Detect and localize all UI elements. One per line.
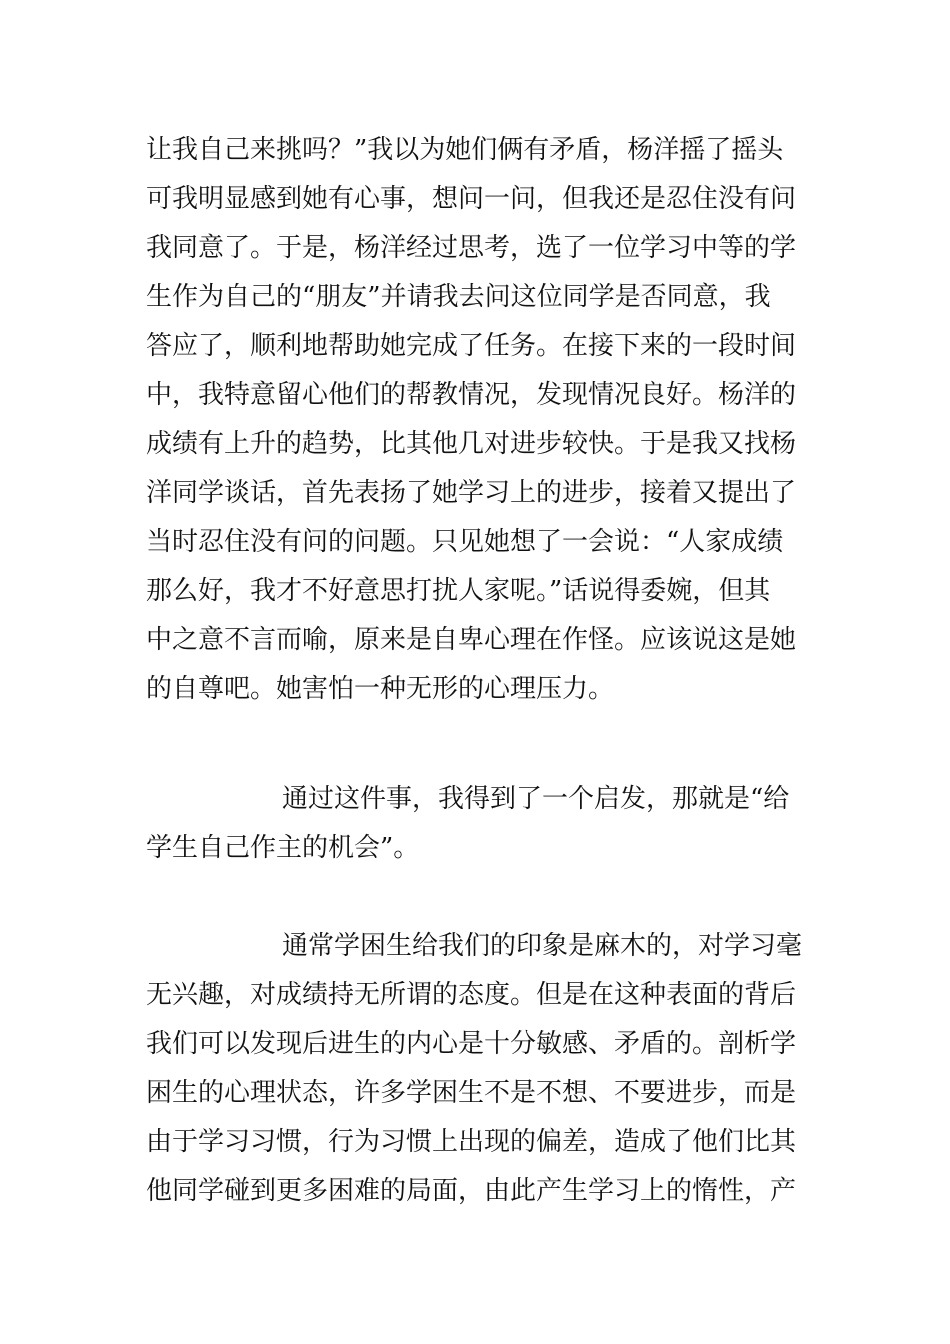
paragraph-line: 我同意了。于是，杨洋经过思考，选了一位学习中等的学 [146,233,797,263]
paragraph-line: 通过这件事，我得到了一个启发，那就是“给 [282,784,790,814]
paragraph-3 [146,922,810,1216]
paragraph-line: 让我自己来挑吗？”我以为她们俩有矛盾，杨洋摇了摇头 [146,135,784,165]
paragraph-line: 无兴趣，对成绩持无所谓的态度。但是在这种表面的背后 [146,980,797,1010]
paragraph-1 [146,126,810,714]
paragraph-line: 生作为自己的“朋友”并请我去问这位同学是否同意，我 [146,282,771,312]
paragraph-line: 洋同学谈话，首先表扬了她学习上的进步，接着又提出了 [146,478,797,508]
paragraph-line: 困生的心理状态，许多学困生不是不想、不要进步，而是 [146,1078,797,1108]
paragraph-line: 成绩有上升的趋势，比其他几对进步较快。于是我又找杨 [146,429,797,459]
paragraph-line: 他同学碰到更多困难的局面，由此产生学习上的惰性，产 [146,1176,797,1206]
paragraph-line: 当时忍住没有问的问题。只见她想了一会说：“人家成绩 [146,527,784,557]
paragraph-line: 中，我特意留心他们的帮教情况，发现情况良好。杨洋的 [146,380,797,410]
paragraph-line: 我们可以发现后进生的内心是十分敏感、矛盾的。剖析学 [146,1029,797,1059]
paragraph-line: 可我明显感到她有心事，想问一问，但我还是忍住没有问 [146,184,797,214]
paragraph-line: 由于学习习惯，行为习惯上出现的偏差，造成了他们比其 [146,1127,797,1157]
paragraph-line: 学生自己作主的机会”。 [146,833,420,863]
paragraph-2 [146,775,810,873]
paragraph-line: 答应了，顺利地帮助她完成了任务。在接下来的一段时间 [146,331,797,361]
paragraph-line: 中之意不言而喻，原来是自卑心理在作怪。应该说这是她 [146,625,797,655]
paragraph-line: 通常学困生给我们的印象是麻木的，对学习毫 [282,931,803,961]
paragraph-line: 那么好，我才不好意思打扰人家呢。”话说得委婉，但其 [146,576,771,606]
paragraph-line: 的自尊吧。她害怕一种无形的心理压力。 [146,674,615,704]
